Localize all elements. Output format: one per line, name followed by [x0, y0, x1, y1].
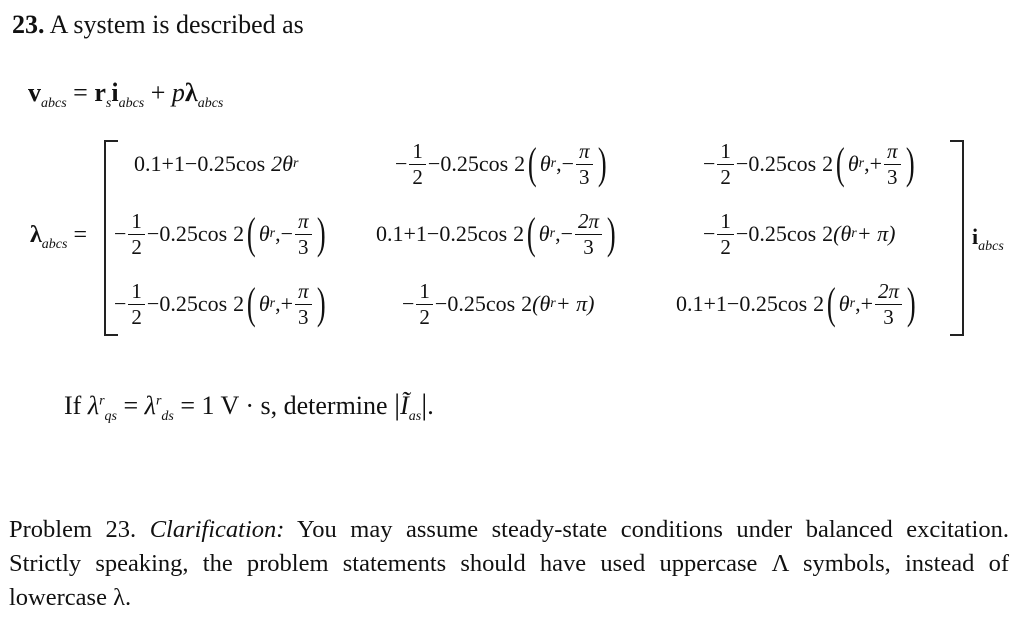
problem-heading: [12, 10, 304, 40]
matrix-cell-2-1: − $\frac{1}{2}$ −0.25cos 2 ( θ r , − $\frac{\pi}{3}$ ): [114, 208, 326, 259]
question-line: If $\lambda^r_{qs} = \lambda^r_{ds} = 1$ V · s, determine $|Ĩ_{as}|$.: [64, 388, 434, 424]
matrix-cell-2-2: 0.1+1−0.25cos 2 ( θ r , − $\frac{2\pi}{3}$ ): [376, 208, 616, 259]
clarification-note: Problem 23. Clarification: You may assume steady-state conditions under balanced excitation. Strictly speaking, the problem statements should have used uppercase Λ symbols, instead of lowercase λ.: [9, 516, 1009, 611]
matrix-cell-3-1: − $\frac{1}{2}$ −0.25cos 2 ( θ r , + $\frac{\pi}{3}$ ): [114, 278, 326, 329]
matrix-right-bracket: [950, 140, 964, 336]
matrix-lhs: $\lambda_{abcs}$ =: [30, 222, 88, 252]
problem-number: 23.: [12, 10, 45, 39]
matrix-rhs: $i_{abcs}$: [972, 224, 1004, 254]
matrix-cell-3-3: 0.1+1−0.25cos 2 ( θ r , + $\frac{2\pi}{3}$ ): [676, 278, 916, 329]
voltage-equation: $v_{abcs} = r_si_{abcs} + p\lambda_{abcs}$: [28, 78, 224, 111]
matrix-cell-2-3: − $\frac{1}{2}$ −0.25cos 2 (θ r + π): [703, 208, 896, 259]
matrix-cell-1-3: − $\frac{1}{2}$ −0.25cos 2 ( θ r , + $\frac{\pi}{3}$ ): [703, 138, 915, 189]
matrix-cell-1-2: − $\frac{1}{2}$ −0.25cos 2 ( θ r , − $\frac{\pi}{3}$ ): [395, 138, 607, 189]
problem-statement: A system is described as: [49, 10, 304, 39]
matrix-cell-3-2: − $\frac{1}{2}$ −0.25cos 2 (θ r + π): [402, 278, 595, 329]
matrix-cell-1-1: 0.1+1−0.25cos 2θ r: [134, 151, 299, 176]
